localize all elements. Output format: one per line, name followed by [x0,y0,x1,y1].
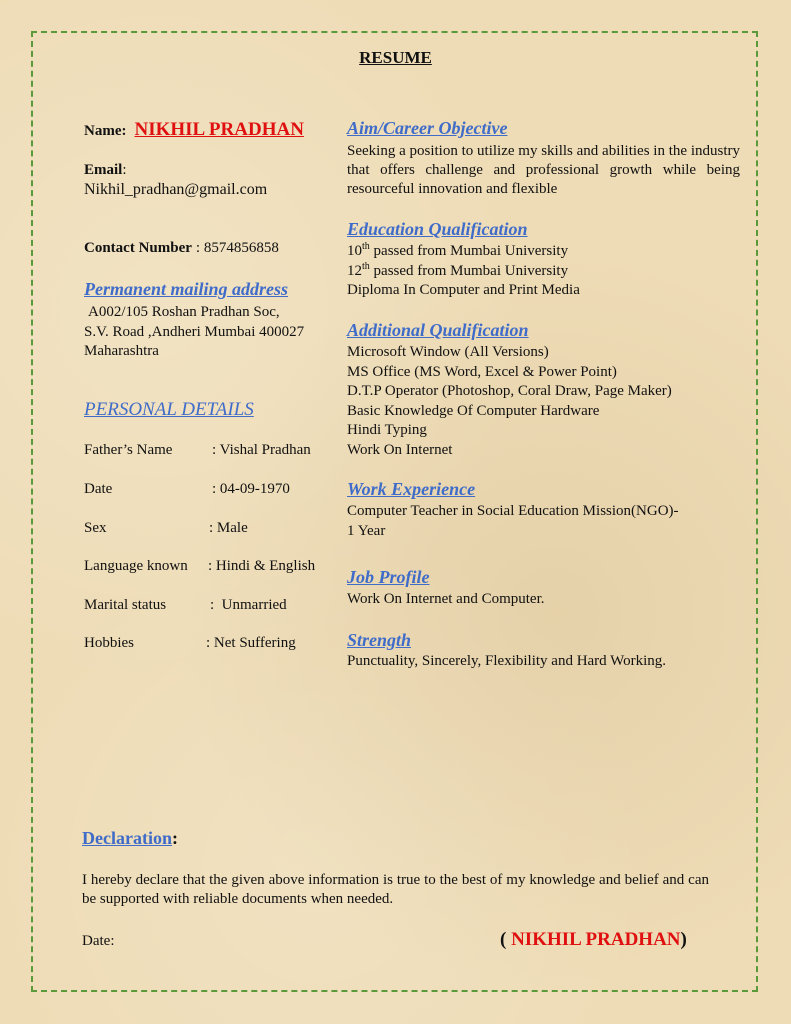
additional-heading: Additional Qualification [347,320,529,340]
experience-text [347,502,679,541]
name-row [84,119,304,141]
name-label: Name: [84,123,127,139]
candidate-name: NIKHIL PRADHAN [134,119,304,140]
personal-label: Sex [84,520,107,536]
education-item: 12th passed from Mumbai University [347,260,569,279]
personal-label: Language known [84,558,188,574]
address-heading: Permanent mailing address [84,279,289,299]
personal-value: : Hindi & English [208,558,316,574]
additional-item: Hindi Typing [347,422,427,438]
additional-item: Microsoft Window (All Versions) [347,344,549,360]
signature [500,929,687,951]
experience-line: 1 Year [347,522,386,539]
personal-details-heading: PERSONAL DETAILS [84,399,254,420]
declaration-heading: Declaration [82,828,172,848]
job-profile-heading: Job Profile [347,567,430,587]
contact-label: Contact Number [84,240,192,256]
job-profile-text: Work On Internet and Computer. [347,591,545,607]
resume-title: RESUME [359,48,432,67]
contact-value: : 8574856858 [195,240,279,256]
signature-name: NIKHIL PRADHAN [511,929,681,950]
personal-value: : Net Suffering [206,635,296,651]
email-value: Nikhil_pradhan@gmail.com [84,181,268,198]
additional-item: Basic Knowledge Of Computer Hardware [347,402,600,419]
additional-item: MS Office (MS Word, Excel & Power Point) [347,363,617,380]
personal-label: Father’s Name [84,442,173,458]
declaration-heading-row [82,828,178,849]
personal-label: Hobbies [84,635,134,651]
strength-text: Punctuality, Sincerely, Flexibility and Hard Working. [347,653,667,669]
email-label: Email [84,162,123,178]
education-list [347,242,580,301]
personal-value: : Male [209,520,248,536]
personal-value: : Vishal Pradhan [212,442,311,458]
contact-row [84,239,279,257]
personal-label: Marital status [84,597,167,613]
strength-heading: Strength [347,630,412,650]
address-block [84,303,304,362]
date-label: Date: [82,933,115,949]
education-heading: Education Qualification [347,219,528,239]
additional-item: Work On Internet [347,441,453,458]
address-line: S.V. Road ,Andheri Mumbai 400027 [84,323,305,340]
education-item: Diploma In Computer and Print Media [347,282,580,298]
email-colon: : [122,162,127,178]
signature-open-paren: ( [500,929,512,950]
additional-item: D.T.P Operator (Photoshop, Coral Draw, Page Maker) [347,383,672,399]
declaration-text: I hereby declare that the given above information is true to the best of my knowledge and belief and can be supported with reliable documents when needed. [82,872,709,907]
signature-close-paren: ) [680,929,687,950]
email-label-row [84,161,127,179]
experience-line: Computer Teacher in Social Education Mission(NGO)- [347,503,679,519]
objective-text: Seeking a position to utilize my skills and abilities in the industry that offers challenge and professional growth while being resourceful innovation and flexible [347,143,740,197]
additional-list [347,343,672,460]
declaration-colon: : [171,828,178,848]
education-item: 10th passed from Mumbai University [347,241,569,259]
address-line: Maharashtra [84,343,159,359]
objective-heading: Aim/Career Objective [347,118,508,138]
experience-heading: Work Experience [347,479,476,499]
address-line: A002/105 Roshan Pradhan Soc, [88,304,280,320]
personal-label: Date [84,481,113,497]
personal-value: : 04-09-1970 [212,481,290,497]
personal-value: : Unmarried [210,597,287,613]
